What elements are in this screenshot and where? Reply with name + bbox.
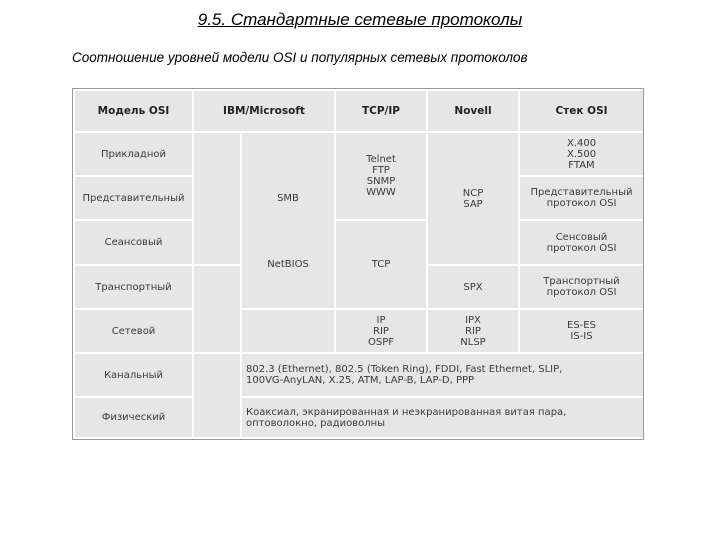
osi-stack-transport: Транспортный протокол OSI: [520, 266, 643, 308]
ibm-smb: SMB: [242, 133, 334, 264]
layer-transport: Транспортный: [75, 266, 192, 308]
osi-protocols-table: [72, 88, 644, 440]
novell-network-protocols: IPX RIP NLSP: [428, 310, 518, 352]
page-subtitle: Соотношение уровней модели OSI и популярных сетевых протоколов: [72, 50, 528, 65]
header-tcp-ip: TCP/IP: [336, 91, 426, 131]
header-osi-model: Модель OSI: [75, 91, 192, 131]
header-novell: Novell: [428, 91, 518, 131]
tcpip-application-protocols: Telnet FTP SNMP WWW: [336, 133, 426, 219]
novell-ncp-sap: NCP SAP: [428, 133, 518, 264]
tcpip-network-protocols: IP RIP OSPF: [336, 310, 426, 352]
layer-physical: Физический: [75, 398, 192, 437]
tcpip-tcp: TCP: [336, 221, 426, 308]
header-osi-stack: Стек OSI: [520, 91, 643, 131]
layer-network: Сетевой: [75, 310, 192, 352]
ibm-blank-bottom: [194, 266, 240, 352]
osi-stack-network: ES-ES IS-IS: [520, 310, 643, 352]
page-title: 9.5. Стандартные сетевые протоколы: [197, 10, 523, 29]
layer-presentation: Представительный: [75, 177, 192, 219]
datalink-protocols: 802.3 (Ethernet), 802.5 (Token Ring), FDDI, Fast Ethernet, SLIP, 100VG-AnyLAN, X.25, ATM, LAP-B, LAP-D, PPP: [242, 354, 643, 396]
osi-stack-session: Сенсовый протокол OSI: [520, 221, 643, 264]
layer-session: Сеансовый: [75, 221, 192, 264]
layer-datalink: Канальный: [75, 354, 192, 396]
layer-application: Прикладной: [75, 133, 192, 175]
osi-stack-presentation: Представительный протокол OSI: [520, 177, 643, 219]
header-ibm-microsoft: IBM/Microsoft: [194, 91, 334, 131]
ibm-netbios: NetBIOS: [242, 221, 334, 308]
novell-spx: SPX: [428, 266, 518, 308]
lower-layers-blank: [194, 354, 240, 437]
physical-media: Коаксиал, экранированная и неэкранированная витая пара, оптоволокно, радиоволны: [242, 398, 643, 437]
ibm-blank-network: [242, 310, 334, 352]
osi-stack-application: X.400 X.500 FTAM: [520, 133, 643, 175]
ibm-blank-top: [194, 133, 240, 264]
